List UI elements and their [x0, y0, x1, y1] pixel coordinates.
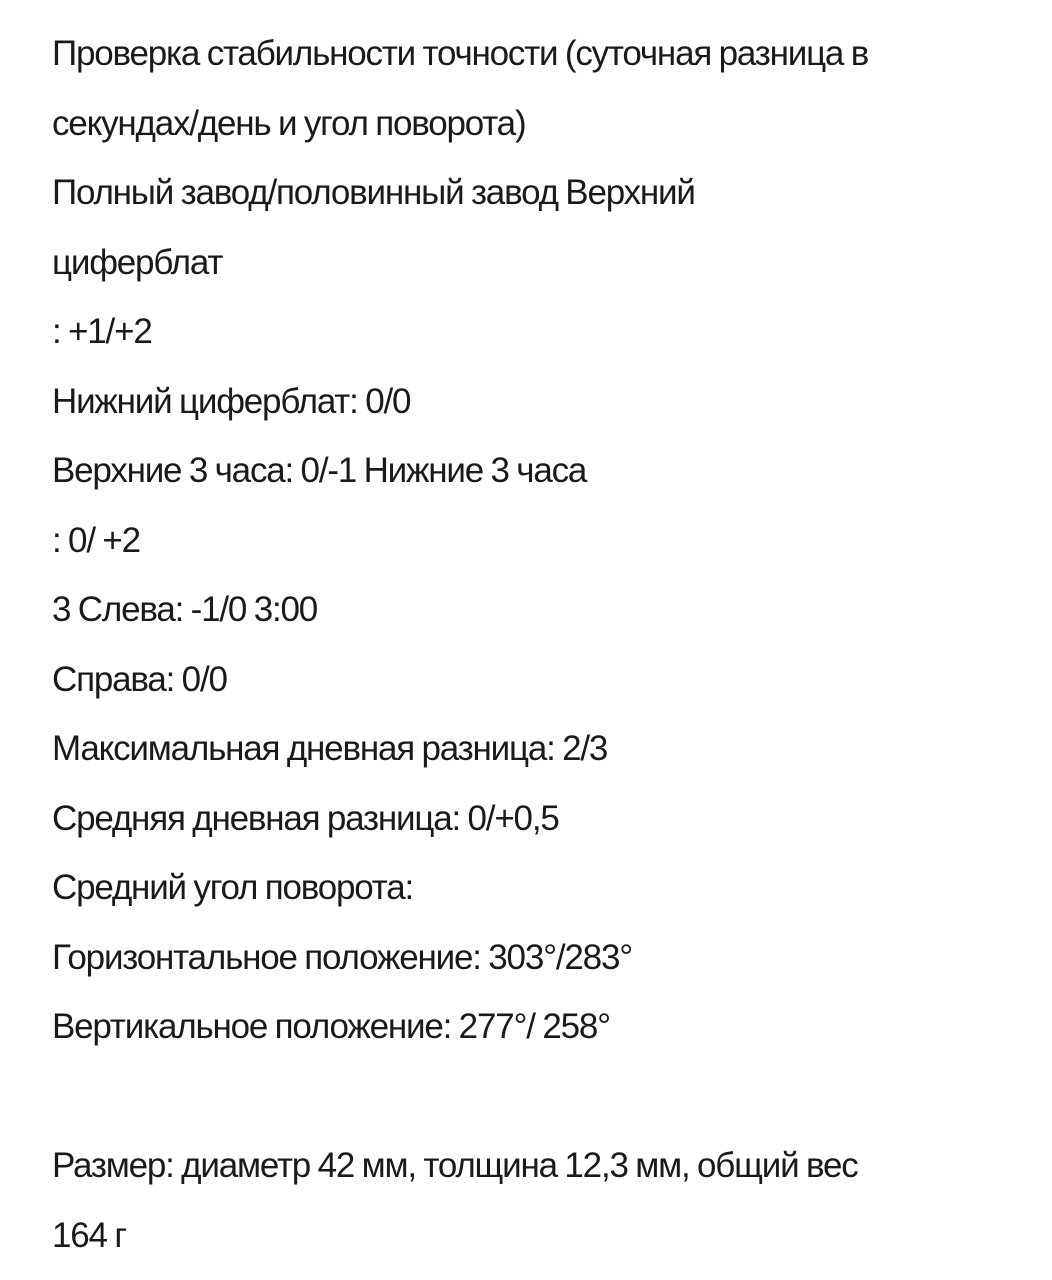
- text-line: : 0/ +2: [52, 520, 140, 560]
- text-line: Вертикальное положение: 277°/ 258°: [52, 1007, 610, 1046]
- size-line: Размер: диаметр 42 мм, толщина 12,3 мм, общий вес: [52, 1146, 858, 1185]
- text-line: Горизонтальное положение: 303°/283°: [52, 937, 633, 977]
- document-body: [52, 19, 1032, 1270]
- text-line: Средний угол поворота:: [52, 868, 414, 907]
- text-line: Верхние 3 часа: 0/-1 Нижние 3 часа: [52, 451, 587, 490]
- text-line: Максимальная дневная разница: 2/3: [52, 729, 608, 768]
- text-line: : +1/+2: [52, 312, 152, 351]
- text-line: Средняя дневная разница: 0/+0,5: [52, 798, 559, 838]
- text-line: Проверка стабильности точности (суточная разница в: [52, 34, 869, 73]
- paragraph-gap: [52, 1062, 1032, 1132]
- size-line: 164 г: [52, 1215, 126, 1255]
- text-line: циферблат: [52, 242, 223, 282]
- text-line: Полный завод/половинный завод Верхний: [52, 173, 695, 212]
- text-line: Нижний циферблат: 0/0: [52, 381, 411, 421]
- text-line: Справа: 0/0: [52, 659, 227, 699]
- text-line: 3 Слева: -1/0 3:00: [52, 590, 318, 629]
- text-line: секундах/день и угол поворота): [52, 103, 526, 143]
